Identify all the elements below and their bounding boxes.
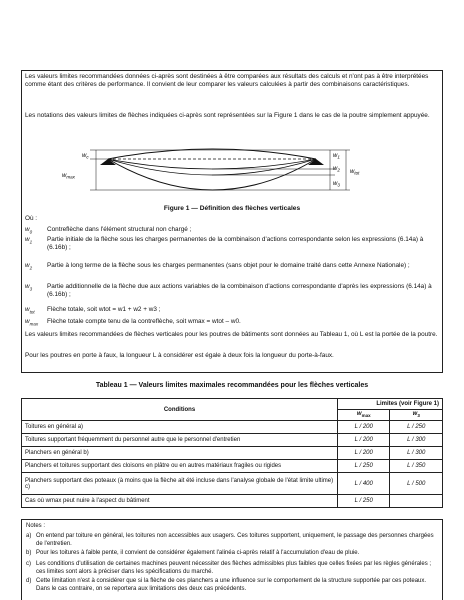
- camber-curve: [108, 149, 316, 159]
- table-cell-w3: [390, 495, 443, 508]
- table-cell-wmax: L / 400: [338, 473, 390, 495]
- definition-symbol: $w_0$: [25, 226, 33, 235]
- notes-title: Notes :: [26, 523, 46, 529]
- table-cell-w3: L / 350: [390, 460, 443, 473]
- definition-wtot: [25, 306, 439, 315]
- label-w3: $w_3$: [333, 181, 340, 188]
- definition-symbol: $w_{max}$: [25, 318, 39, 327]
- limits-table: [21, 398, 443, 508]
- table-row: [22, 434, 443, 447]
- table-row: [22, 421, 443, 434]
- table-cell-wmax: L / 200: [338, 434, 390, 447]
- note-label: c): [26, 561, 31, 567]
- definition-symbol: $w_2$: [25, 262, 33, 271]
- label-wtot: $w_{tot}$: [350, 169, 360, 176]
- header-limits: Limites (voir Figure 1): [338, 399, 443, 410]
- definition-text: Partie additionnelle de la flèche due aux actions variables de la combinaison d'actions correspondante d'après les expressions (6.14a) à (6.16b) ;: [47, 283, 432, 299]
- limits-paragraph: Les valeurs limites recommandées de flèches verticales pour les poutres de bâtiments sont données au Tableau 1, où L est la portée de la poutre.: [25, 331, 438, 338]
- note-text: Pour les toitures à faible pente, il convient de considérer également l'alinéa ci-après relatif à l'accumulation d'eau de pluie.: [36, 550, 360, 556]
- label-w2: $w_2$: [333, 166, 340, 173]
- label-w1: $w_1$: [333, 153, 340, 160]
- intro-paragraph-1: Les valeurs limites recommandées données ci-après sont destinées à être comparées aux résultats des calculs et n'ont pas à être interprétées comme étant des critères de performance. Il convient de leur comparer les valeurs calculées à partir des combinaisons caractéristiques.: [25, 73, 429, 89]
- deflection-w3-curve: [108, 159, 316, 190]
- definition-symbol: $w_3$: [25, 283, 33, 292]
- table-cell-condition: Toitures en général a): [22, 421, 338, 434]
- table-cell-wmax: L / 250: [338, 460, 390, 473]
- definition-text: Flèche totale, soit wtot = w1 + w2 + w3 ;: [47, 306, 161, 313]
- table-notes: [21, 519, 443, 600]
- header-conditions: Conditions: [22, 399, 338, 421]
- header-w3: $w_3$: [390, 410, 443, 421]
- label-wmax: $w_{max}$: [62, 173, 75, 180]
- note-text: On entend par toiture en général, les toitures non accessibles aux usagers. Ces toitures supportent, uniquement, le passage des personnes chargées de l'entretien.: [36, 533, 434, 547]
- note-label: d): [26, 578, 32, 584]
- table-cell-w3: L / 300: [390, 447, 443, 460]
- intro-paragraph-2: Les notations des valeurs limites de flèches indiquées ci-après sont représentées sur la Figure 1 dans le cas de la poutre simplement appuyée.: [25, 112, 430, 119]
- definition-w3: [25, 283, 439, 300]
- deflection-figure: [60, 143, 370, 205]
- definitions-intro: Où :: [25, 215, 38, 222]
- figure-caption: Figure 1 — Définition des flèches verticales: [163, 205, 301, 212]
- definition-symbol: $w_1$: [25, 236, 33, 245]
- definition-w1: [25, 236, 439, 253]
- deflection-w2-curve: [108, 159, 316, 175]
- definition-w0: [25, 226, 439, 235]
- table-row: [22, 473, 443, 495]
- table-cell-w3: L / 250: [390, 421, 443, 434]
- table-cell-condition: Cas où wmax peut nuire à l'aspect du bâtiment: [22, 495, 338, 508]
- table-cell-wmax: L / 250: [338, 495, 390, 508]
- note-label: b): [26, 550, 32, 556]
- note-label: a): [26, 533, 32, 539]
- cantilever-paragraph: Pour les poutres en porte à faux, la longueur L à considérer est égale à deux fois la longueur du porte-à-faux.: [25, 352, 334, 359]
- table-row: [22, 460, 443, 473]
- note-text: Les conditions d'utilisation de certaines machines peuvent nécessiter des flèches admissibles plus faibles que celles fixées par les règles générales ; ces limites sont alors à préciser dans les spécifications du marché.: [36, 561, 432, 575]
- table-cell-w3: L / 300: [390, 434, 443, 447]
- header-wmax: $w_{max}$: [338, 410, 390, 421]
- table-cell-wmax: L / 200: [338, 447, 390, 460]
- definition-wmax: [25, 318, 439, 327]
- table-row: [22, 447, 443, 460]
- table-row: [22, 495, 443, 508]
- definition-w2: [25, 262, 439, 279]
- definition-text: Partie initiale de la flèche sous les charges permanentes de la combinaison d'actions correspondante selon les expressions (6.14a) à (6.16b) ;: [47, 236, 424, 252]
- table-cell-wmax: L / 200: [338, 421, 390, 434]
- definition-text: Flèche totale compte tenu de la contreflèche, soit wmax = wtot – w0.: [47, 318, 241, 325]
- label-wc: $w_c$: [82, 153, 89, 160]
- table-cell-condition: Planchers et toitures supportant des cloisons en plâtre ou en autres matériaux fragiles ou rigides: [22, 460, 338, 473]
- definition-symbol: $w_{tot}$: [25, 306, 35, 315]
- definition-text: Partie à long terme de la flèche sous les charges permanentes (sans objet pour le domaine traité dans cette Annexe Nationale) ;: [47, 262, 410, 269]
- note-text: Cette limitation n'est à considérer que si la flèche de ces planchers a une influence sur le comportement de la structure supportée par ces poteaux. Dans le cas contraire, on se reportera aux limitations des deux cas précédents.: [36, 578, 427, 592]
- table-cell-condition: Toitures supportant fréquemment du personnel autre que le personnel d'entretien: [22, 434, 338, 447]
- table-caption: Tableau 1 — Valeurs limites maximales recommandées pour les flèches verticales: [95, 382, 369, 389]
- table-cell-condition: Planchers supportant des poteaux (à moins que la flèche ait été incluse dans l'analyse globale de l'état limite ultime) c): [22, 473, 338, 495]
- table-cell-condition: Planchers en général b): [22, 447, 338, 460]
- table-cell-w3: L / 500: [390, 473, 443, 495]
- definition-text: Contreflèche dans l'élément structural non chargé ;: [47, 226, 192, 233]
